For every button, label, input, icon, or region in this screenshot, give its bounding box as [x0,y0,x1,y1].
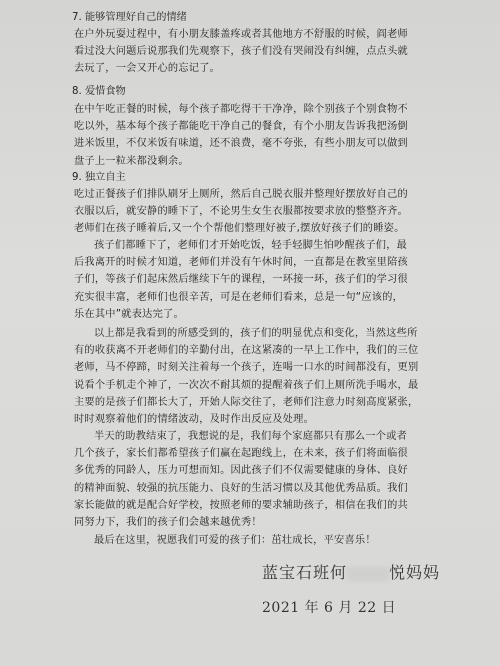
section-7-body: 在户外玩耍过程中，有小朋友膝盖疼或者其他地方不舒服的时候，阎老师 看过没大问题后说那我们先观察下，孩子们没有哭闹没有纠缠，点点头就 去玩了，一会又开心的忘记了。 [74,29,408,75]
section-8-body: 在中午吃正餐的时候，每个孩子都吃得干干净净，除个别孩子个别食物不 吃以外，基本每个孩子都能吃干净自己的餐食，有个小朋友告诉我把汤倒 进米饭里，不仅米饭有味道，还不浪费，毫不夸张，有些小朋友可以做到 盘子上一粒米都没剩余。 [74,104,408,167]
section-9-body: 吃过正餐孩子们排队刷牙上厕所，然后自己脱衣服并整理好摆放好自己的 衣服以后，就安静的睡下了，不论男生女生衣服都按要求放的整整齐齐。 老师们在孩子睡着后,又一个个帮他们整理好被子,摆放好孩子们的睡姿。 [74,189,408,235]
section-8-heading: 8. 爱惜食物 [72,86,126,97]
signature: 蓝宝石班何 悦妈妈 [262,563,441,582]
paragraph-teachers-lunch: 孩子们都睡下了，老师们才开始吃饭，轻手轻脚生怕吵醒孩子们，最 后我离开的时候才知道，老师们并没有午休时间，一直都是在教室里陪孩 子们，等孩子们起床然后继续下午的课程，一环接一环，孩子们的学习很 充实很丰富，老师们也很辛苦，可是在老师们看来，总是一句“应该的， 乐在其中”就表达完了。 [74,240,408,320]
section-9-heading: 9. 独立自主 [72,172,126,183]
paragraph-conclusion: 半天的助教结束了，我想说的是，我们每个家庭都只有那么一个或者 几个孩子，家长们都希望孩子们赢在起跑线上，在未来，孩子们将面临很 多优秀的同龄人，压力可想而知。因此孩子们不仅需要健康的身体、良好 的精神面貌、较强的抗压能力、良好的生活习惯以及其他优秀品质。我们 家长能做的就是配合好学校，按照老师的要求辅助孩子，相信在我们的共 同努力下，我们的孩子们会越来越优秀！ [74,431,408,529]
paragraph-wishes: 最后在这里，祝愿我们可爱的孩子们：茁壮成长，平安喜乐！ [94,535,376,546]
redacted-name [347,567,389,581]
section-7-heading: 7. 能够管理好自己的情绪 [72,12,187,23]
date: 2021 年 6 月 22 日 [262,600,397,616]
paragraph-observations: 以上都是我看到的所感受到的，孩子们的明显优点和变化，当然这些所 有的收获离不开老师们的辛勤付出，在这紧凑的一早上工作中，我们的三位 老师，马不停蹄，时刻关注着每一个孩子，连喝一口水的时间都没有，更别 说看个手机走个神了，一次次不耐其烦的提醒着孩子们上厕所洗手喝水，最 主要的是孩子们都长大了，开始人际交往了，老师们注意力时刻高度紧张， 时时观察着他们的情绪波动，及时作出反应及处理。 [74,328,419,426]
